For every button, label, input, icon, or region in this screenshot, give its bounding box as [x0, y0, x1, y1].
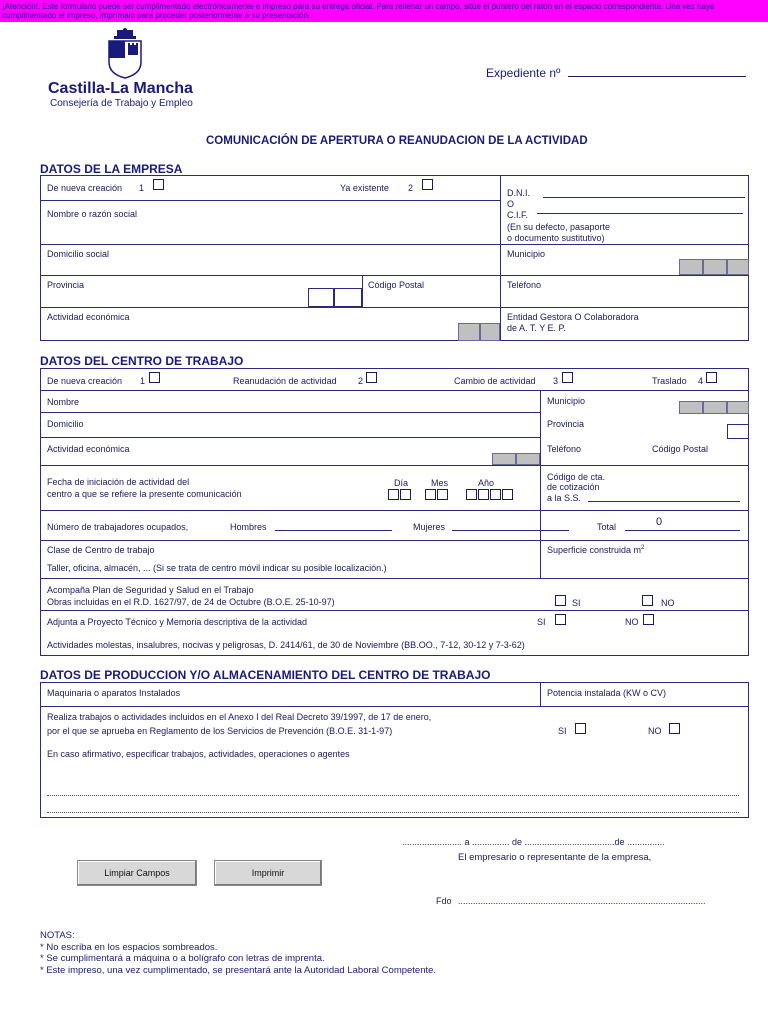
divider [40, 307, 749, 308]
label-num: 4 [698, 376, 704, 386]
label-proyecto-tecnico: Adjunta a Proyecto Técnico y Memoria descriptiva de la actividad [47, 617, 307, 627]
label-domicilio-social: Domicilio social [47, 249, 110, 259]
hombres-field[interactable] [275, 530, 392, 531]
codigo-cotizacion-field[interactable] [588, 501, 740, 502]
checkbox-proyecto-si[interactable] [555, 614, 566, 625]
especificar-field[interactable] [47, 795, 739, 796]
label-fecha-inicio: centro a que se refiere la presente comunicación [47, 489, 242, 499]
label-total: Total [597, 522, 617, 532]
checkbox-centro-traslado[interactable] [706, 372, 717, 383]
section-title-empresa: DATOS DE LA EMPRESA [40, 162, 183, 176]
anio-digit-1[interactable] [466, 489, 477, 500]
label-telefono: Teléfono [507, 280, 542, 290]
checkbox-plan-si[interactable] [555, 595, 566, 606]
checkbox-plan-no[interactable] [642, 595, 653, 606]
section-title-produccion: DATOS DE PRODUCCION Y/O ALMACENAMIENTO DEL CENTRO DE TRABAJO [40, 668, 491, 682]
label-plan-seguridad: Acompaña Plan de Seguridad y Salud en el Trabajo [47, 585, 254, 595]
label-num: 1 [140, 376, 146, 386]
limpiar-campos-button[interactable]: Limpiar Campos [77, 860, 197, 886]
expediente-field[interactable] [568, 76, 746, 77]
divider [40, 244, 749, 245]
label-si: SI [558, 726, 567, 736]
label-opt-cambio: Cambio de actividad [454, 376, 536, 386]
label-mujeres: Mujeres [413, 522, 446, 532]
shaded-cell [703, 259, 727, 275]
divider [540, 390, 541, 578]
label-cif-note: o documento sustitutivo) [507, 233, 605, 243]
label-hombres: Hombres [230, 522, 267, 532]
label-si: SI [572, 598, 581, 608]
anio-digit-2[interactable] [478, 489, 489, 500]
divider [40, 275, 749, 276]
total-value: 0 [656, 516, 663, 528]
divider [40, 412, 540, 413]
label-superficie: Superficie construida $m^2$ [547, 545, 645, 555]
checkbox-nueva-creacion[interactable] [153, 179, 164, 190]
notes-block [40, 930, 436, 976]
label-fdo: Fdo [436, 896, 452, 906]
label-municipio: Municipio [507, 249, 546, 259]
notice-banner: ¡Atención!. Este formulario puede ser cumplimentado electrónicamente e impreso para su entrega oficial. Para rellenar un campo, sitúe el puntero del ratón en el espacio correspondiente. Una vez haya cumplimentado el impreso, imprímalo para proceder posteriormente a su presentación. [0, 0, 768, 22]
label-num: 2 [408, 183, 414, 193]
label-anio: Año [478, 478, 495, 488]
divider [40, 578, 749, 579]
shaded-cell [679, 259, 703, 275]
notes-title: NOTAS: [40, 930, 75, 941]
label-especificar: En caso afirmativo, especificar trabajos, actividades, operaciones o agentes [47, 749, 350, 759]
shaded-cell [703, 401, 727, 414]
label-codigo-cotizacion: Código de cta. [547, 472, 606, 482]
brand-name: Castilla-La Mancha [48, 80, 193, 97]
divider [40, 610, 749, 611]
shaded-cell [727, 401, 749, 414]
brand-department: Consejería de Trabajo y Empleo [50, 98, 193, 109]
label-empresario: El empresario o representante de la empresa, [458, 852, 652, 863]
label-entidad-gestora: Entidad Gestora O Colaboradora [507, 312, 639, 322]
label-codigo-cotizacion: de cotización [547, 482, 600, 492]
divider [40, 390, 749, 391]
checkbox-anexo-si[interactable] [575, 723, 586, 734]
dia-digit-1[interactable] [388, 489, 399, 500]
label-no: NO [625, 617, 639, 627]
cif-field[interactable] [537, 213, 743, 214]
checkbox-centro-reanudacion[interactable] [366, 372, 377, 383]
divider [40, 510, 749, 511]
label-fecha-inicio: Fecha de iniciación de actividad del [47, 477, 190, 487]
shaded-cell [480, 323, 500, 341]
dni-field[interactable] [543, 197, 745, 198]
anio-digit-4[interactable] [502, 489, 513, 500]
label-num: 2 [358, 376, 364, 386]
label-dia: Día [394, 478, 409, 488]
divider [362, 275, 363, 307]
note-item: * No escriba en los espacios sombreados. [40, 941, 218, 953]
note-item: * Se cumplimentará a máquina o a bolígrafo con letras de imprenta. [40, 953, 325, 964]
section-title-centro: DATOS DEL CENTRO DE TRABAJO [40, 354, 244, 368]
mes-digit-1[interactable] [425, 489, 436, 500]
provincia-code-cell[interactable] [334, 288, 362, 307]
divider [540, 682, 541, 706]
label-anexo: Realiza trabajos o actividades incluidos en el Anexo I del Real Decreto 39/1997, de 17 de enero, [47, 712, 432, 722]
divider [500, 175, 501, 341]
label-no: NO [648, 726, 662, 736]
label-municipio: Municipio [547, 396, 586, 406]
label-potencia: Potencia instalada (KW o CV) [547, 688, 667, 698]
label-actividades-molestas: Actividades molestas, insalubres, nocivas y peligrosas, D. 2414/61, de 30 de Noviembre (BB.OO., 7-12, 30-12 y 7-3-62) [47, 640, 525, 650]
label-clase-centro: Clase de Centro de trabajo [47, 545, 155, 555]
label-o: O [507, 199, 515, 209]
label-codigo-postal: Código Postal [368, 280, 425, 290]
label-opt-reanudacion: Reanudación de actividad [233, 376, 337, 386]
label-ya-existente: Ya existente [340, 183, 389, 193]
mujeres-field[interactable] [452, 530, 569, 531]
label-provincia: Provincia [47, 280, 85, 290]
label-actividad-economica: Actividad económica [47, 444, 130, 454]
shaded-cell [516, 453, 540, 465]
label-cif-note: (En su defecto, pasaporte [507, 222, 611, 232]
note-item: * Este impreso, una vez cumplimentado, se presentará ante la Autoridad Laboral Competente. [40, 964, 437, 976]
label-num-trabajadores: Número de trabajadores ocupados, [47, 522, 189, 532]
label-codigo-cotizacion: a la S.S. [547, 493, 582, 503]
label-opt-traslado: Traslado [652, 376, 687, 386]
coat-of-arms-logo [100, 28, 150, 88]
mes-digit-2[interactable] [437, 489, 448, 500]
shaded-cell [727, 259, 749, 275]
divider [40, 200, 500, 201]
label-mes: Mes [431, 478, 449, 488]
shaded-cell [458, 323, 480, 341]
imprimir-button[interactable]: Imprimir [214, 860, 322, 886]
shaded-cell [492, 453, 516, 465]
label-num: 3 [553, 376, 559, 386]
checkbox-ya-existente[interactable] [422, 179, 433, 190]
total-field[interactable] [625, 530, 740, 531]
checkbox-centro-nueva[interactable] [149, 372, 160, 383]
especificar-field[interactable] [47, 812, 739, 813]
label-entidad-gestora: de A. T. Y E. P. [507, 323, 566, 333]
divider [40, 437, 540, 438]
shaded-cell [679, 401, 703, 414]
label-no: NO [661, 598, 675, 608]
label-opt-nueva: De nueva creación [47, 376, 123, 386]
divider [40, 540, 749, 541]
lugar-fecha-line: ........................ a ............... de ....................................de ............... [402, 837, 665, 847]
provincia-code-cell[interactable] [727, 424, 749, 439]
checkbox-proyecto-no[interactable] [643, 614, 654, 625]
label-dni: D.N.I. [507, 188, 531, 198]
divider [40, 706, 749, 707]
label-domicilio: Domicilio [47, 419, 84, 429]
anio-digit-3[interactable] [490, 489, 501, 500]
label-nombre: Nombre [47, 397, 80, 407]
label-maquinaria: Maquinaria o aparatos Instalados [47, 688, 181, 698]
label-actividad-economica: Actividad económica [47, 312, 130, 322]
label-codigo-postal: Código Postal [652, 444, 709, 454]
label-provincia: Provincia [547, 419, 585, 429]
divider [40, 465, 749, 466]
label-anexo: por el que se aprueba en Reglamento de los Servicios de Prevención (B.O.E. 31-1-97) [47, 726, 393, 736]
label-nombre-razon-social: Nombre o razón social [47, 209, 138, 219]
label-plan-seguridad: Obras incluidas en el R.D. 1627/97, de 24 de Octubre (B.O.E. 25-10-97) [47, 597, 335, 607]
fdo-signature-line: ................................................................................................... [458, 896, 706, 906]
label-cif: C.I.F. [507, 210, 529, 220]
expediente-label: Expediente nº [486, 66, 561, 80]
checkbox-centro-cambio[interactable] [562, 372, 573, 383]
provincia-code-cell[interactable] [308, 288, 334, 307]
label-clase-hint: Taller, oficina, almacén, ... (Si se trata de centro móvil indicar su posible localización.) [47, 563, 387, 573]
dia-digit-2[interactable] [400, 489, 411, 500]
label-num: 1 [139, 183, 145, 193]
form-title: COMUNICACIÓN DE APERTURA O REANUDACION DE LA ACTIVIDAD [206, 135, 588, 147]
checkbox-anexo-no[interactable] [669, 723, 680, 734]
label-nueva-creacion: De nueva creación [47, 183, 123, 193]
label-si: SI [537, 617, 546, 627]
label-telefono: Teléfono [547, 444, 582, 454]
